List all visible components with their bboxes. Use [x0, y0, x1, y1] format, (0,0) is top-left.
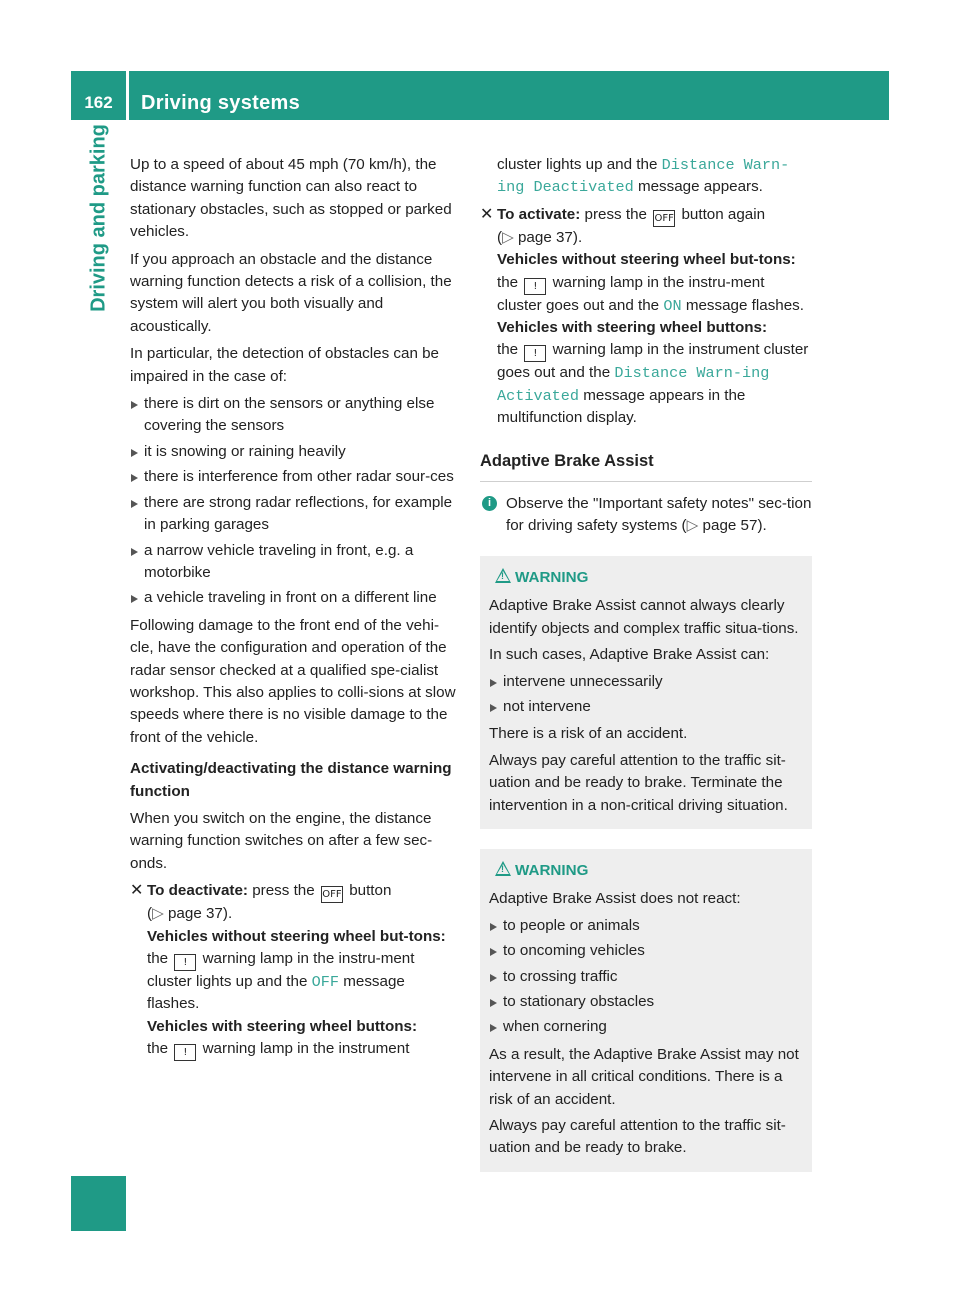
list-item: it is snowing or raining heavily: [130, 441, 460, 463]
distance-warning-off-icon: OFF: [653, 210, 675, 227]
warning-triangle-icon: [495, 568, 511, 583]
sub-heading: Vehicles with steering wheel buttons:: [497, 319, 768, 337]
info-icon: i: [482, 496, 497, 511]
paragraph: Always pay careful attention to the traffic sit-uation and be ready to brake.: [489, 1117, 786, 1157]
display-message: ON: [663, 296, 682, 315]
paragraph: There is a risk of an accident.: [489, 725, 688, 743]
display-message: Distance Warn-ing Deactivated: [497, 156, 790, 197]
warning-box: [480, 556, 812, 829]
right-column: [480, 154, 812, 1172]
subsection-heading: Adaptive Brake Assist: [480, 450, 812, 482]
warning-title: [489, 860, 803, 882]
info-text: Observe the "Important safety notes" sec-tion for driving safety systems (: [506, 495, 812, 535]
warning-lamp-icon: !: [524, 345, 546, 362]
activate-step: ✕ To activate: press the OFF button again (▷ page 37). Vehicles without steering wheel but-tons: the ! warning lamp in the instru-ment cluster goes out and the ON message flashes. Vehicles with steering wheel buttons: the ! warning lamp in the instrument cluster goes out and the Distance Warn-ing Activated message appears in the multifunction display.: [480, 205, 809, 427]
step-text: press the: [252, 882, 315, 900]
sub-heading: Vehicles without steering wheel but-tons:: [497, 251, 796, 269]
paragraph: Up to a speed of about 45 mph (70 km/h), the distance warning function can also react to stationary obstacles, such as stopped or parked vehicles.: [130, 156, 452, 241]
step-text: button: [349, 882, 392, 900]
warning-triangle-icon: [495, 861, 511, 876]
list-item: a narrow vehicle traveling in front, e.g. a motorbike: [130, 540, 460, 585]
warning-title-text: WARNING: [515, 861, 589, 879]
paragraph: If you approach an obstacle and the distance warning function detects a risk of a collision, the system will alert you both visually and acoustically.: [130, 250, 452, 335]
step-label: To activate:: [497, 205, 581, 223]
step-label: To deactivate:: [147, 882, 248, 900]
section-heading: Activating/deactivating the distance warning function: [130, 760, 452, 800]
page-ref-icon: ▷: [502, 228, 514, 246]
warning-title: [489, 567, 803, 589]
list-item: there is interference from other radar sour-ces: [130, 466, 460, 488]
step-arrow-icon: ✕: [130, 882, 144, 900]
list-item: not intervene: [489, 696, 803, 718]
display-message: OFF: [311, 973, 339, 991]
paragraph: Following damage to the front end of the vehi-cle, have the configuration and operation of the radar sensor checked at a qualified spe-cialist workshop. This also applies to colli-sions at slow speeds where there is no visible damage to the front of the vehicle.: [130, 616, 456, 746]
side-tab-label: Driving and parking: [87, 124, 110, 312]
page-ref: page 57).: [702, 517, 767, 535]
bullet-list: [489, 915, 803, 1039]
section-title: Driving systems: [141, 92, 301, 114]
distance-warning-off-icon: OFF: [321, 886, 343, 903]
side-tab: [71, 124, 126, 312]
list-item: to oncoming vehicles: [489, 940, 803, 962]
list-item: a vehicle traveling in front on a different line: [130, 587, 460, 609]
bullet-list: [489, 671, 803, 719]
warning-title-text: WARNING: [515, 568, 589, 586]
step-text: the: [497, 273, 519, 291]
deactivate-step: ✕ To deactivate: press the OFF button (▷ page 37). Vehicles without steering wheel but-tons: the ! warning lamp in the instru-ment cluster lights up and the OFF message flashes. Vehicles with steering wheel buttons: the ! warning lamp in the instrument: [130, 880, 460, 1061]
step-text: message appears.: [637, 178, 763, 196]
list-item: there is dirt on the sensors or anything else covering the sensors: [130, 393, 460, 438]
list-item: there are strong radar reflections, for example in parking garages: [130, 492, 460, 537]
list-item: intervene unnecessarily: [489, 671, 803, 693]
page-ref: page 37).: [517, 228, 583, 246]
list-item: to stationary obstacles: [489, 991, 803, 1013]
step-text: message flashes.: [147, 973, 405, 1013]
step-text: message flashes.: [685, 296, 804, 314]
sub-heading: Vehicles without steering wheel but-tons:: [147, 927, 446, 945]
page-ref: page 37).: [167, 905, 233, 923]
paragraph: In such cases, Adaptive Brake Assist can:: [489, 646, 770, 664]
paragraph: Always pay careful attention to the traffic sit-uation and be ready to brake. Terminate the intervention in a non-critical driving situation.: [489, 751, 788, 814]
header-divider: [126, 71, 129, 120]
paragraph: When you switch on the engine, the distance warning function switches on after a few sec-onds.: [130, 809, 433, 872]
warning-box: [480, 849, 812, 1172]
warning-lamp-icon: !: [524, 278, 546, 295]
step-text: the: [147, 1040, 169, 1058]
paragraph: Adaptive Brake Assist cannot always clearly identify objects and complex traffic situa-tions.: [489, 597, 799, 637]
step-text: message appears in the multifunction display.: [497, 386, 746, 427]
step-text: cluster lights up and the: [497, 156, 658, 173]
page-ref-icon: ▷: [686, 517, 699, 535]
step-text: the: [147, 950, 169, 967]
page-ref-icon: ▷: [152, 905, 164, 923]
list-item: to people or animals: [489, 915, 803, 937]
bullet-list: [130, 393, 460, 610]
page-number: 162: [84, 93, 113, 112]
step-text: warning lamp in the instrument cluster goes out and the: [497, 341, 809, 382]
step-text: warning lamp in the instru-ment cluster goes out and the: [497, 273, 765, 314]
step-text: warning lamp in the instrument: [202, 1040, 410, 1058]
list-item: when cornering: [489, 1016, 803, 1038]
list-item: to crossing traffic: [489, 966, 803, 988]
step-text: warning lamp in the instru-ment cluster lights up and the: [147, 950, 415, 990]
side-marker: [71, 1176, 126, 1231]
step-text: press the: [584, 205, 647, 223]
paragraph: In particular, the detection of obstacles can be impaired in the case of:: [130, 345, 440, 385]
warning-lamp-icon: !: [174, 954, 196, 971]
paragraph: Adaptive Brake Assist does not react:: [489, 890, 741, 908]
warning-lamp-icon: !: [174, 1044, 196, 1061]
paragraph: As a result, the Adaptive Brake Assist may not intervene in all critical conditions. There is a risk of an accident.: [489, 1045, 799, 1108]
sub-heading: Vehicles with steering wheel buttons:: [147, 1017, 418, 1035]
step-arrow-icon: ✕: [480, 205, 494, 223]
display-message: Distance Warn-ing Activated: [497, 364, 770, 405]
deactivate-continued: [480, 154, 812, 199]
step-text: the: [497, 341, 519, 359]
left-column: [130, 154, 460, 1066]
info-note: [480, 493, 812, 538]
step-text: button again: [681, 205, 766, 223]
